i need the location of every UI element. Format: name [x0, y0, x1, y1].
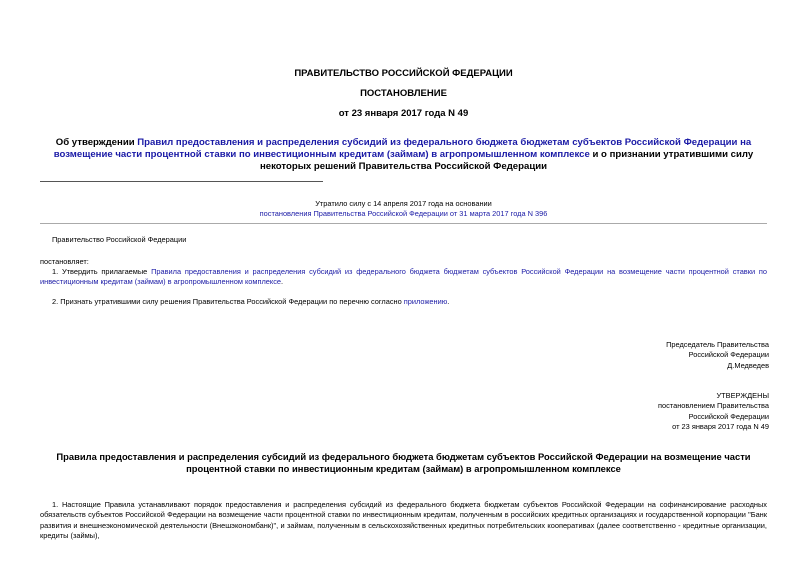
approved-heading: УТВЕРЖДЕНЫ [716, 391, 769, 400]
rules-paragraph-1: 1. Настоящие Правила устанавливают порядок предоставления и распределения субсидий из федерального бюджета бюджетам субъектов Российской Федерации на софинансирование расходных обязательств субъектов Российской Федерации на возмещение части процентной ставки по инвестиционным кредитам, полученным в российских кредитных организациях и государственной корпорации "Банк развития и внешнеэкономической деятельности (Внешэкономбанк)", и займам, полученным в сельскохозяйственных кредитных потребительских кооперативах (далее соответственно - кредитные организации, кредиты (займы), [40, 500, 767, 541]
title-prefix: Об утверждении [55, 137, 138, 148]
item-1-prefix: 1. Утвердить прилагаемые [52, 267, 152, 276]
title-divider [40, 181, 323, 182]
title-suffix: и о признании утратившими силу некоторых решений Правительства Российской Федерации [259, 149, 754, 173]
approved-block [658, 391, 769, 433]
government-label: Правительство Российской Федерации [52, 235, 187, 244]
signature-name: Д.Медведев [727, 360, 769, 370]
signature-block [666, 340, 769, 371]
status-line: Утратило силу с 14 апреля 2017 года на основании [315, 199, 492, 208]
status-amendment-link[interactable]: постановления Правительства Российской Федерации от 31 марта 2017 года N 396 [259, 209, 548, 218]
item-1-rules-link[interactable]: Правила предоставления и распределения субсидий из федерального бюджета бюджетам субъектов Российской Федерации на возмещение части процентной ставки по инвестиционным кредитам (займам) в агропромышленном комплексе [40, 267, 767, 287]
approved-org: Российской Федерации [688, 411, 769, 421]
document-title [30, 137, 777, 174]
signature-title: Председатель Правительства [666, 340, 769, 349]
rules-title: Правила предоставления и распределения субсидий из федерального бюджета бюджетам субъектов Российской Федерации на возмещение части процентной ставки по инвестиционным кредитам (займам) в агропромышленном комплексе [56, 451, 751, 474]
doc-type-heading: ПОСТАНОВЛЕНИЕ [360, 88, 447, 99]
item-2-prefix: 2. Признать утратившими силу решения Правительства Российской Федерации по перечню согласно [52, 297, 404, 306]
status-divider [40, 223, 767, 224]
approved-date: от 23 января 2017 года N 49 [672, 422, 769, 432]
item-2 [52, 297, 767, 307]
item-1 [40, 267, 767, 288]
signature-org: Российской Федерации [688, 350, 769, 360]
title-rules-link[interactable]: Правил предоставления и распределения субсидий из федерального бюджета бюджетам субъектов Российской Федерации на возмещение части процентной ставки по инвестиционным кредитам (займам) в агропромышленном комплексе [53, 137, 752, 161]
item-1-suffix: . [281, 277, 284, 287]
doc-date-heading: от 23 января 2017 года N 49 [338, 108, 469, 119]
approved-by: постановлением Правительства [658, 401, 769, 411]
item-2-appendix-link[interactable]: приложению [403, 297, 448, 306]
org-heading: ПРАВИТЕЛЬСТВО РОССИЙСКОЙ ФЕДЕРАЦИИ [294, 68, 513, 79]
decrees-label: постановляет: [40, 257, 89, 266]
item-2-suffix: . [447, 297, 450, 306]
